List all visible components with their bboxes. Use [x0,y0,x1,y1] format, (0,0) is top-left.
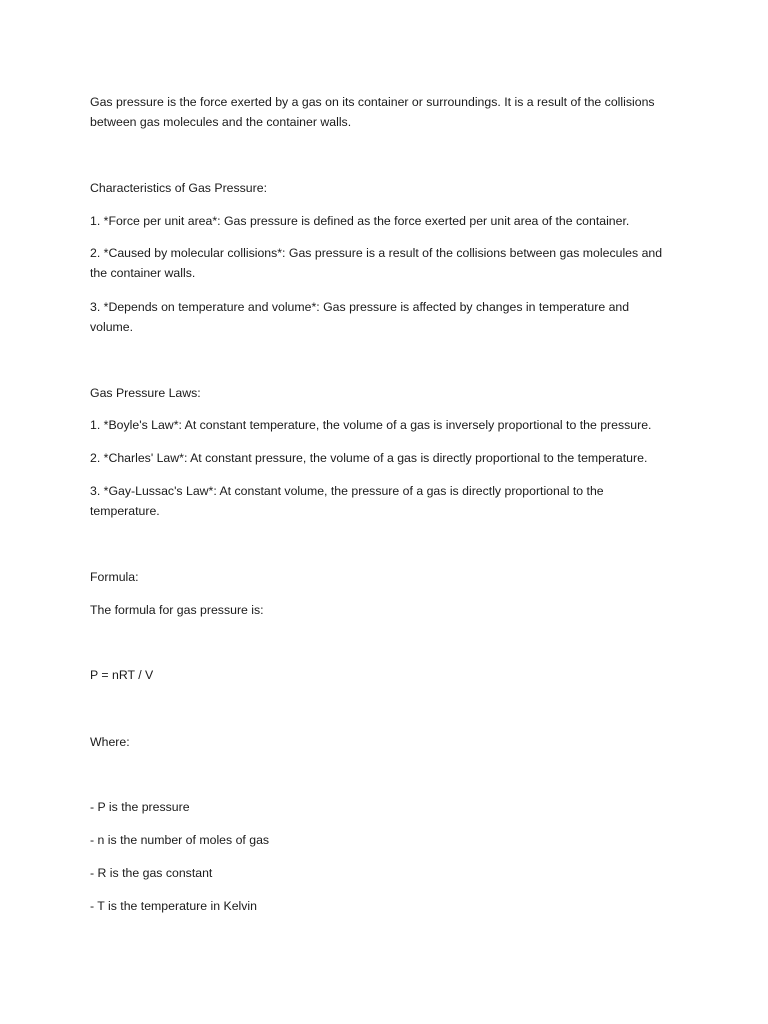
formula-equation: P = nRT / V [90,668,154,682]
characteristics-heading: Characteristics of Gas Pressure: [90,181,267,195]
intro-line-1: Gas pressure is the force exerted by a gas on its container or surroundings. It is a result of the collisions [90,95,655,109]
characteristic-item-3-line-2: volume. [90,320,134,334]
law-item-2: 2. *Charles' Law*: At constant pressure, the volume of a gas is directly proportional to the temperature. [90,451,648,465]
definition-item-r: - R is the gas constant [90,866,213,880]
characteristic-item-1: 1. *Force per unit area*: Gas pressure is defined as the force exerted per unit area of the container. [90,214,630,228]
where-label: Where: [90,735,130,749]
laws-heading: Gas Pressure Laws: [90,386,201,400]
characteristic-item-2-line-1: 2. *Caused by molecular collisions*: Gas pressure is a result of the collisions between gas molecules and [90,246,663,260]
law-item-3-line-1: 3. *Gay-Lussac's Law*: At constant volume, the pressure of a gas is directly proportional to the [90,484,604,498]
characteristic-item-3-line-1: 3. *Depends on temperature and volume*: Gas pressure is affected by changes in temperature and [90,300,630,314]
law-item-1: 1. *Boyle's Law*: At constant temperature, the volume of a gas is inversely proportional to the pressure. [90,418,652,432]
definition-item-n: - n is the number of moles of gas [90,833,270,847]
definition-item-p: - P is the pressure [90,800,190,814]
characteristic-item-2-line-2: the container walls. [90,266,196,280]
law-item-3-line-2: temperature. [90,504,160,518]
intro-line-2: between gas molecules and the container walls. [90,115,352,129]
formula-heading: Formula: [90,570,139,584]
formula-intro: The formula for gas pressure is: [90,603,264,617]
definition-item-t: - T is the temperature in Kelvin [90,899,257,913]
